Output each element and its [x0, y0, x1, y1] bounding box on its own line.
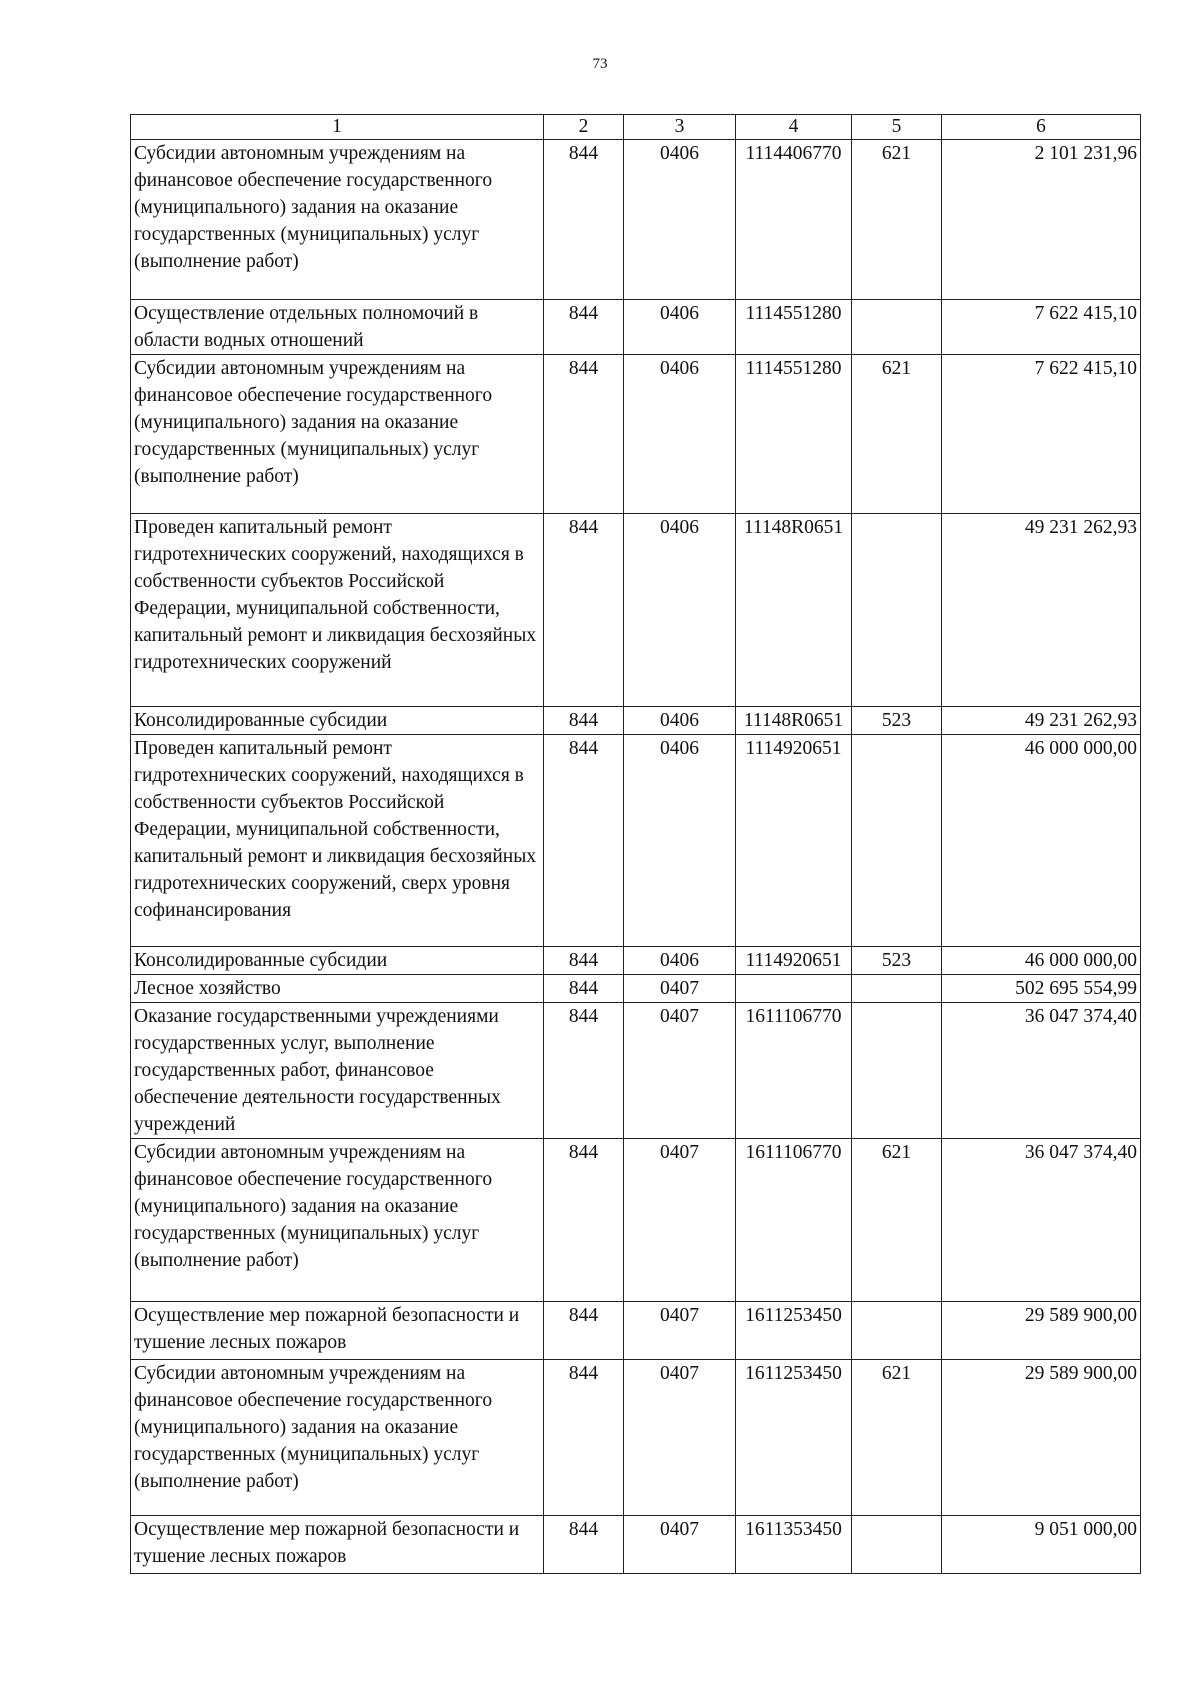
column-header: 1 [131, 115, 544, 140]
cell-col3: 0406 [624, 300, 736, 355]
row-name: Субсидии автономным учреждениям на финансовое обеспечение государственного (муниципального) задания на оказание государственных (муниципальных) услуг (выполнение работ) [131, 140, 544, 300]
row-name: Осуществление мер пожарной безопасности и тушение лесных пожаров [131, 1302, 544, 1360]
table-row [131, 707, 1141, 735]
cell-amount: 7 622 415,10 [942, 355, 1141, 514]
column-header: 2 [544, 115, 624, 140]
table-header-row [131, 115, 1141, 140]
cell-amount: 49 231 262,93 [942, 514, 1141, 707]
cell-col4: 1114920651 [736, 735, 852, 947]
cell-col3: 0406 [624, 947, 736, 975]
column-header: 5 [852, 115, 942, 140]
cell-col5 [852, 975, 942, 1003]
cell-col4: 11148R0651 [736, 707, 852, 735]
cell-amount: 29 589 900,00 [942, 1302, 1141, 1360]
cell-col4: 1611353450 [736, 1516, 852, 1574]
cell-col4 [736, 975, 852, 1003]
table-row [131, 1360, 1141, 1516]
cell-col3: 0406 [624, 735, 736, 947]
cell-col2: 844 [544, 1302, 624, 1360]
cell-col3: 0407 [624, 1516, 736, 1574]
cell-col5: 621 [852, 1139, 942, 1302]
column-header: 3 [624, 115, 736, 140]
cell-col2: 844 [544, 735, 624, 947]
cell-col2: 844 [544, 1516, 624, 1574]
cell-col3: 0407 [624, 1003, 736, 1139]
cell-col2: 844 [544, 1003, 624, 1139]
cell-col2: 844 [544, 514, 624, 707]
cell-col2: 844 [544, 355, 624, 514]
cell-amount: 9 051 000,00 [942, 1516, 1141, 1574]
cell-col3: 0406 [624, 355, 736, 514]
cell-col2: 844 [544, 947, 624, 975]
row-name: Лесное хозяйство [131, 975, 544, 1003]
cell-col4: 1114551280 [736, 300, 852, 355]
table-row [131, 1003, 1141, 1139]
cell-col2: 844 [544, 1360, 624, 1516]
cell-col5 [852, 300, 942, 355]
cell-col5 [852, 1516, 942, 1574]
cell-amount: 29 589 900,00 [942, 1360, 1141, 1516]
cell-col4: 1114406770 [736, 140, 852, 300]
cell-col5: 621 [852, 355, 942, 514]
cell-col4: 1611106770 [736, 1139, 852, 1302]
cell-col4: 11148R0651 [736, 514, 852, 707]
table-row [131, 735, 1141, 947]
cell-amount: 46 000 000,00 [942, 735, 1141, 947]
cell-col3: 0407 [624, 1360, 736, 1516]
cell-col2: 844 [544, 300, 624, 355]
cell-col4: 1611253450 [736, 1360, 852, 1516]
cell-col3: 0406 [624, 140, 736, 300]
cell-amount: 7 622 415,10 [942, 300, 1141, 355]
cell-col2: 844 [544, 707, 624, 735]
table-row [131, 355, 1141, 514]
cell-col4: 1611253450 [736, 1302, 852, 1360]
cell-col4: 1114551280 [736, 355, 852, 514]
cell-col5 [852, 1003, 942, 1139]
cell-col3: 0406 [624, 707, 736, 735]
cell-col5: 523 [852, 947, 942, 975]
row-name: Субсидии автономным учреждениям на финансовое обеспечение государственного (муниципального) задания на оказание государственных (муниципальных) услуг (выполнение работ) [131, 1360, 544, 1516]
table-row [131, 300, 1141, 355]
cell-col5: 621 [852, 140, 942, 300]
row-name: Проведен капитальный ремонт гидротехнических сооружений, находящихся в собственности субъектов Российской Федерации, муниципальной собственности, капитальный ремонт и ликвидация бесхозяйных гидротехнических сооружений [131, 514, 544, 707]
cell-col4: 1611106770 [736, 1003, 852, 1139]
cell-amount: 49 231 262,93 [942, 707, 1141, 735]
cell-col3: 0407 [624, 1302, 736, 1360]
row-name: Осуществление мер пожарной безопасности и тушение лесных пожаров [131, 1516, 544, 1574]
row-name: Проведен капитальный ремонт гидротехнических сооружений, находящихся в собственности субъектов Российской Федерации, муниципальной собственности, капитальный ремонт и ликвидация бесхозяйных гидротехнических сооружений, сверх уровня софинансирования [131, 735, 544, 947]
column-header: 4 [736, 115, 852, 140]
cell-col3: 0407 [624, 1139, 736, 1302]
cell-col3: 0407 [624, 975, 736, 1003]
row-name: Субсидии автономным учреждениям на финансовое обеспечение государственного (муниципального) задания на оказание государственных (муниципальных) услуг (выполнение работ) [131, 1139, 544, 1302]
cell-amount: 46 000 000,00 [942, 947, 1141, 975]
cell-col5 [852, 735, 942, 947]
row-name: Консолидированные субсидии [131, 707, 544, 735]
row-name: Субсидии автономным учреждениям на финансовое обеспечение государственного (муниципального) задания на оказание государственных (муниципальных) услуг (выполнение работ) [131, 355, 544, 514]
cell-col5 [852, 514, 942, 707]
page-number: 73 [592, 56, 608, 72]
table-row [131, 140, 1141, 300]
cell-amount: 502 695 554,99 [942, 975, 1141, 1003]
cell-col2: 844 [544, 140, 624, 300]
table-row [131, 947, 1141, 975]
row-name: Осуществление отдельных полномочий в области водных отношений [131, 300, 544, 355]
budget-table [130, 114, 1141, 1574]
cell-col5: 621 [852, 1360, 942, 1516]
table-row [131, 975, 1141, 1003]
cell-col2: 844 [544, 1139, 624, 1302]
table-row [131, 1139, 1141, 1302]
row-name: Консолидированные субсидии [131, 947, 544, 975]
row-name: Оказание государственными учреждениями государственных услуг, выполнение государственных работ, финансовое обеспечение деятельности государственных учреждений [131, 1003, 544, 1139]
cell-amount: 36 047 374,40 [942, 1003, 1141, 1139]
table-row [131, 1302, 1141, 1360]
cell-col4: 1114920651 [736, 947, 852, 975]
cell-amount: 2 101 231,96 [942, 140, 1141, 300]
cell-amount: 36 047 374,40 [942, 1139, 1141, 1302]
cell-col2: 844 [544, 975, 624, 1003]
table-row [131, 514, 1141, 707]
cell-col5 [852, 1302, 942, 1360]
table-row [131, 1516, 1141, 1574]
cell-col5: 523 [852, 707, 942, 735]
column-header: 6 [942, 115, 1141, 140]
cell-col3: 0406 [624, 514, 736, 707]
